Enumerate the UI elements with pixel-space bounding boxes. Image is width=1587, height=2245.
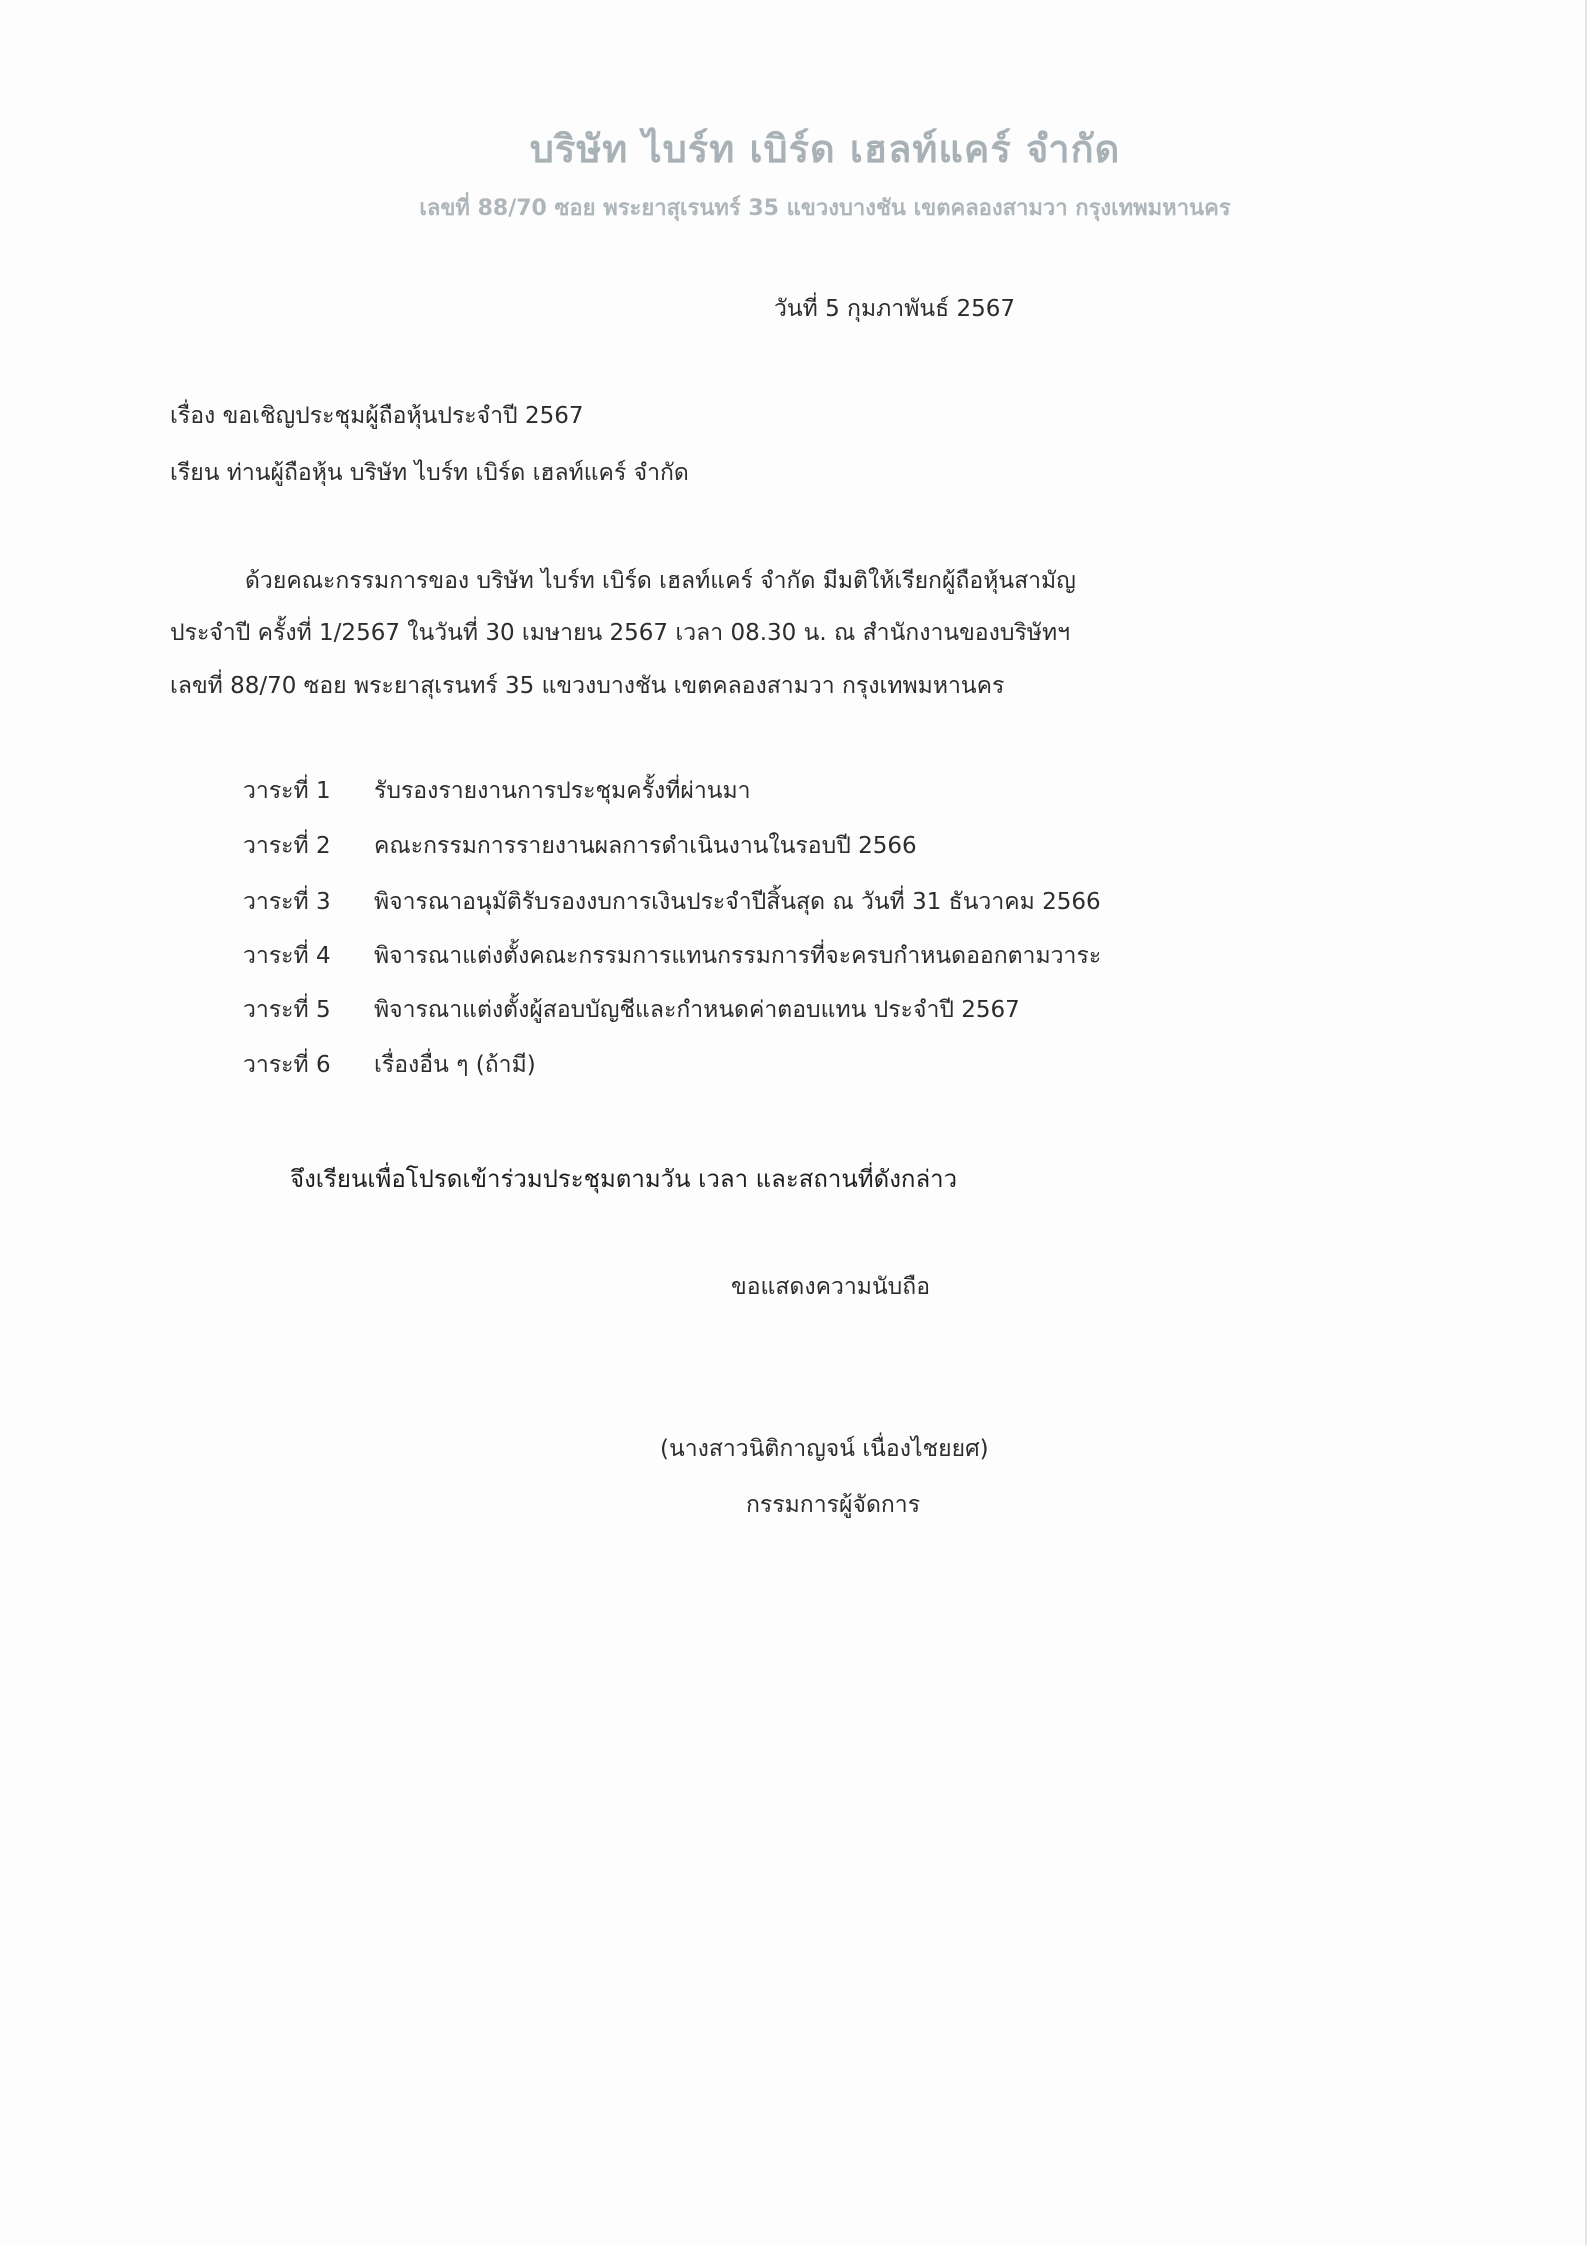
agenda-item-label: วาระที่ 6 [243, 1052, 331, 1078]
agenda-item-label: วาระที่ 3 [243, 889, 331, 915]
letter-subject: เรื่อง ขอเชิญประชุมผู้ถือหุ้นประจำปี 2567 [170, 403, 584, 429]
agenda-item-text: คณะกรรมการรายงานผลการดำเนินงานในรอบปี 2566 [374, 833, 917, 859]
signer-name: (นางสาวนิติกาญจน์ เนื่องไชยยศ) [660, 1436, 989, 1462]
agenda-item-text: พิจารณาอนุมัติรับรองงบการเงินประจำปีสิ้นสุด ณ วันที่ 31 ธันวาคม 2566 [374, 889, 1101, 915]
regards-line: ขอแสดงความนับถือ [731, 1274, 931, 1300]
agenda-item-text: พิจารณาแต่งตั้งคณะกรรมการแทนกรรมการที่จะครบกำหนดออกตามวาระ [374, 943, 1102, 969]
agenda-item-text: รับรองรายงานการประชุมครั้งที่ผ่านมา [374, 778, 751, 804]
agenda-item-label: วาระที่ 1 [243, 778, 331, 804]
body-paragraph-line: ด้วยคณะกรรมการของ บริษัท ไบร์ท เบิร์ด เฮลท์แคร์ จำกัด มีมติให้เรียกผู้ถือหุ้นสามัญ [245, 568, 1076, 594]
agenda-item-label: วาระที่ 4 [243, 943, 331, 969]
agenda-item-text: พิจารณาแต่งตั้งผู้สอบบัญชีและกำหนดค่าตอบแทน ประจำปี 2567 [374, 997, 1020, 1023]
company-name: บริษัท ไบร์ท เบิร์ด เฮลท์แคร์ จำกัด [529, 127, 1121, 171]
company-address: เลขที่ 88/70 ซอย พระยาสุเรนทร์ 35 แขวงบางชัน เขตคลองสามวา กรุงเทพมหานคร [419, 196, 1231, 221]
signer-position: กรรมการผู้จัดการ [746, 1492, 921, 1518]
closing-statement: จึงเรียนเพื่อโปรดเข้าร่วมประชุมตามวัน เวลา และสถานที่ดังกล่าว [290, 1165, 958, 1193]
body-paragraph-line: เลขที่ 88/70 ซอย พระยาสุเรนทร์ 35 แขวงบางชัน เขตคลองสามวา กรุงเทพมหานคร [170, 673, 1005, 699]
agenda-item-label: วาระที่ 5 [243, 997, 331, 1023]
letter-recipient: เรียน ท่านผู้ถือหุ้น บริษัท ไบร์ท เบิร์ด เฮลท์แคร์ จำกัด [170, 460, 689, 486]
agenda-item-text: เรื่องอื่น ๆ (ถ้ามี) [374, 1052, 536, 1078]
body-paragraph-line: ประจำปี ครั้งที่ 1/2567 ในวันที่ 30 เมษายน 2567 เวลา 08.30 น. ณ สำนักงานของบริษัทฯ [170, 620, 1071, 646]
agenda-item-label: วาระที่ 2 [243, 833, 331, 859]
letter-date: วันที่ 5 กุมภาพันธ์ 2567 [774, 296, 1015, 322]
